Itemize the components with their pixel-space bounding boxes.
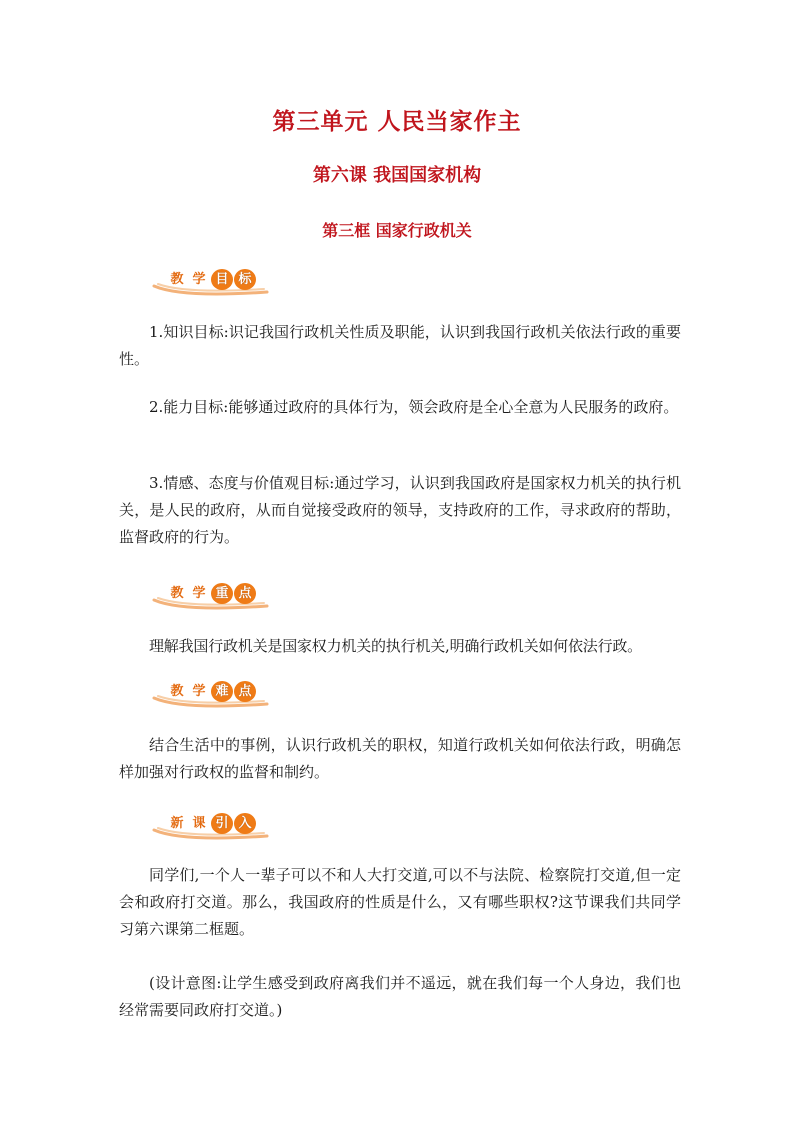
badge-char: 学 [192, 586, 206, 601]
introduction-text: 同学们,一个人一辈子可以不和人大打交道,可以不与法院、检察院打交道,但一定会和政府打交道。那么，我国政府的性质是什么，又有哪些职权?这节课我们共同学习第六课第二框题。 [119, 866, 681, 938]
key-points-text: 理解我国行政机关是国家权力机关的执行机关,明确行政机关如何依法行政。 [149, 637, 642, 655]
badge-char: 学 [192, 684, 206, 699]
unit-title: 第三单元 人民当家作主 [272, 109, 522, 135]
badge-char: 重 [211, 583, 233, 604]
lesson-title: 第六课 我国国家机构 [312, 165, 482, 186]
badge-char: 难 [211, 681, 233, 702]
badge-char: 引 [211, 813, 233, 834]
badge-char: 课 [192, 816, 206, 831]
badge-char: 教 [170, 586, 184, 601]
difficulties-badge [152, 680, 282, 710]
difficulties-text: 结合生活中的事例，认识行政机关的职权，知道行政机关如何依法行政，明确怎样加强对行政权的监督和制约。 [119, 736, 681, 781]
badge-char: 点 [234, 583, 256, 604]
design-note-text: (设计意图:让学生感受到政府离我们并不遥远，就在我们每一个人身边，我们也经常需要同政府打交道。) [119, 974, 681, 1019]
objective-item-2: 2.能力目标:能够通过政府的具体行为，领会政府是全心全意为人民服务的政府。 [149, 398, 679, 416]
badge-char: 学 [192, 272, 206, 287]
objective-item-1: 1.知识目标:识记我国行政机关性质及职能，认识到我国行政机关依法行政的重要性。 [119, 323, 681, 368]
badge-char: 目 [211, 269, 233, 290]
badge-char: 教 [170, 272, 184, 287]
badge-char: 入 [234, 813, 256, 834]
badge-char: 点 [234, 681, 256, 702]
badge-char: 教 [170, 684, 184, 699]
introduction-badge [152, 812, 282, 842]
key-points-badge [152, 582, 282, 612]
objective-item-3: 3.情感、态度与价值观目标:通过学习，认识到我国政府是国家权力机关的执行机关，是人民的政府，从而自觉接受政府的领导，支持政府的工作，寻求政府的帮助，监督政府的行为。 [119, 474, 681, 546]
badge-char: 标 [234, 269, 256, 290]
badge-char: 新 [170, 816, 184, 831]
objectives-badge [152, 268, 282, 298]
frame-title: 第三框 国家行政机关 [322, 221, 472, 240]
